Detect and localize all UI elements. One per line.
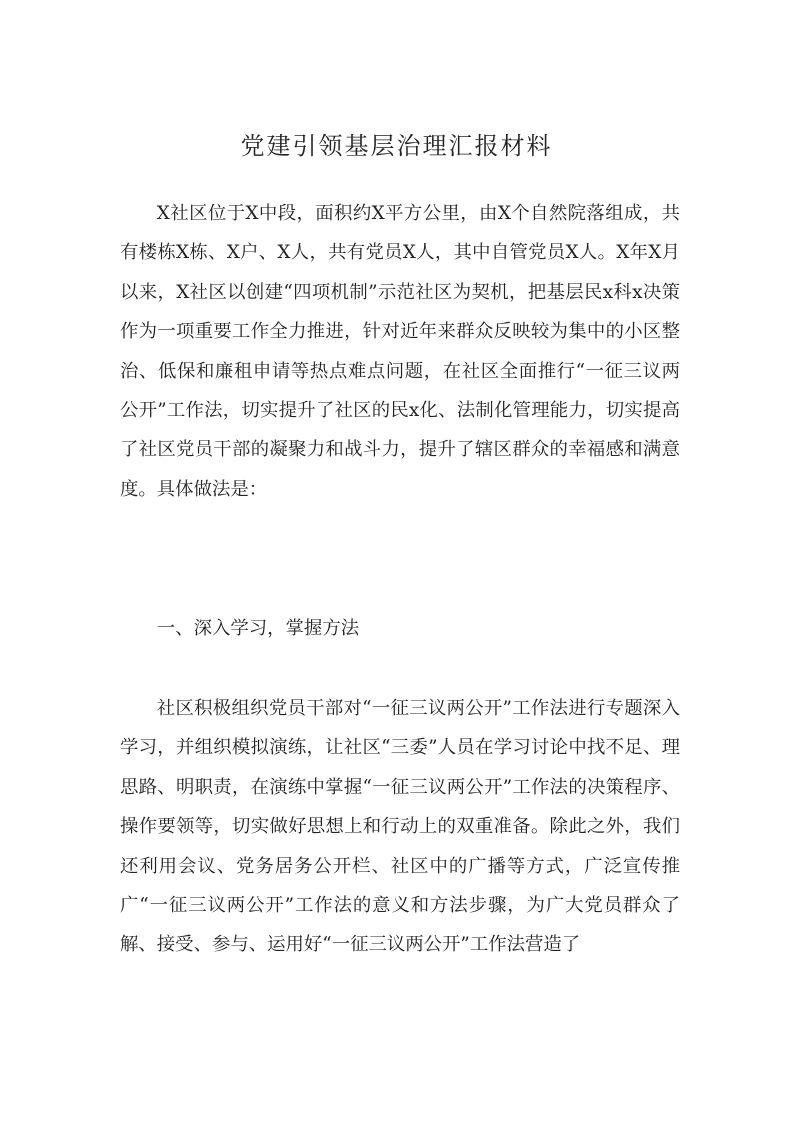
section-heading: 一、深入学习，掌握方法: [156, 618, 360, 639]
body-paragraph-study: 社区积极组织党员干部对“一征三议两公开”工作法进行专题深入学习，并组织模拟演练，让社区“三委”人员在学习讨论中找不足、理思路、明职责，在演练中掌握“一征三议两公开”工作法的决策程序、操作要领等，切实做好思想上和行动上的双重准备。除此之外，我们还利用会议、党务居务公开栏、社区中的广播等方式，广泛宣传推广“一征三议两公开”工作法的意义和方法步骤，为广大党员群众了解、接受、参与、运用好“一征三议两公开”工作法营造了: [120, 698, 680, 956]
body-paragraph-intro: X社区位于X中段，面积约X平方公里，由X个自然院落组成，共有楼栋X栋、X户、X人，共有党员X人，其中自管党员X人。X年X月以来，X社区以创建“四项机制”示范社区为契机，把基层民x科x决策作为一项重要工作全力推进，针对近年来群众反映较为集中的小区整治、低保和廉租申请等热点难点问题，在社区全面推行“一征三议两公开”工作法，切实提升了社区的民x化、法制化管理能力，切实提高了社区党员干部的凝聚力和战斗力，提升了辖区群众的幸福感和满意度。具体做法是：: [120, 203, 680, 500]
document-title: 党建引领基层治理汇报材料: [240, 132, 553, 160]
